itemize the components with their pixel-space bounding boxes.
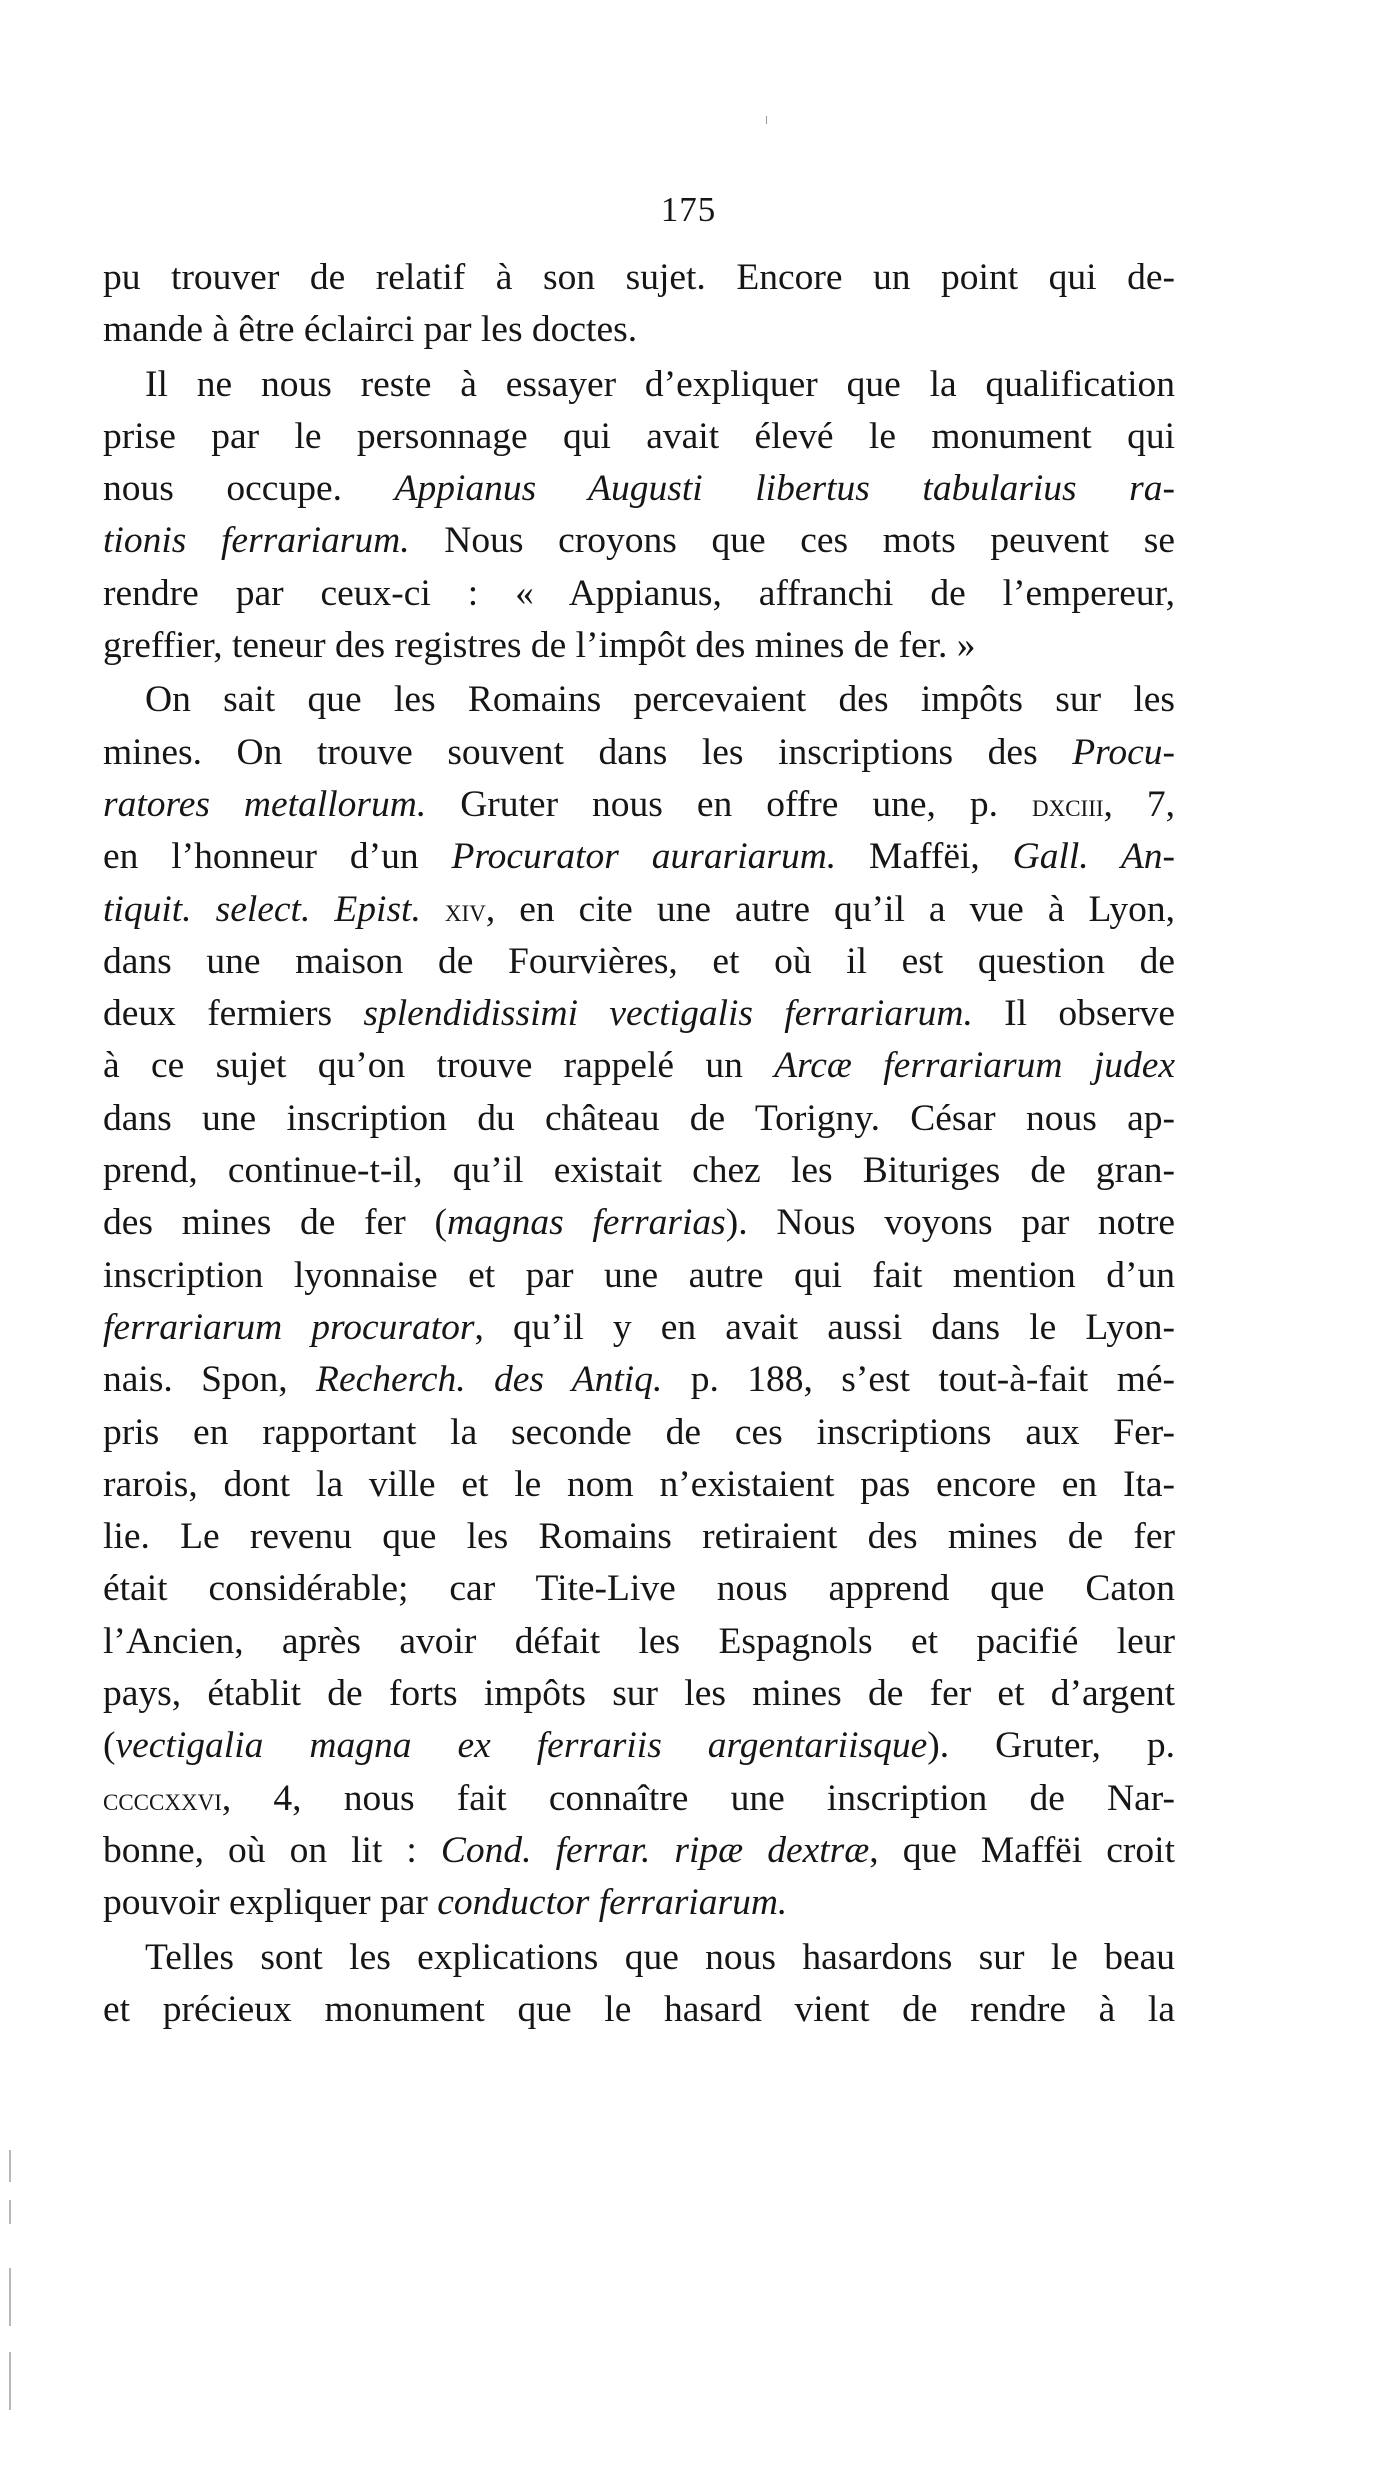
text-segment: était considérable; car Tite-Live nous apprend que Caton [103,1568,1175,1610]
text-segment: Il observe [972,993,1175,1035]
text-segment: et précieux monument que le hasard vient de rendre à la [103,1988,1175,2030]
margin-mark [9,2268,11,2326]
text-segment: pays, établit de forts impôts sur les mines de fer et d’argent [103,1673,1175,1715]
italic-text: Gall. An- [1012,836,1176,878]
roman-numeral: dxciii [1031,786,1104,823]
text-line [103,1145,1175,1197]
text-line [103,831,1175,883]
text-line [103,1302,1175,1354]
margin-mark [9,2200,11,2224]
text-segment: ( [103,1725,116,1767]
text-segment: nais. Spon, [103,1359,317,1401]
text-line [103,463,1175,515]
text-segment: Maffëi, [836,836,1013,878]
text-line [103,515,1175,567]
text-line [103,568,1175,620]
text-segment: prend, continue-t-il, qu’il existait chez les Bituriges de gran- [103,1150,1175,1192]
text-line [103,1197,1175,1249]
text-line [103,620,1175,672]
body-text [103,252,1175,2036]
text-segment: , que Maffëi croit [869,1829,1175,1871]
text-line [103,674,1175,726]
text-segment: ). Gruter, p. [927,1725,1176,1767]
text-segment: à ce sujet qu’on trouve rappelé un [103,1045,775,1087]
text-line [103,1773,1175,1825]
roman-numeral: xiv [444,891,486,928]
italic-text: tiquit. select. Epist. [103,888,421,930]
text-segment: mande à être éclairci par les doctes. [103,309,638,351]
text-segment: p. 188, s’est tout-à-fait mé- [662,1359,1175,1401]
text-line [103,1720,1175,1772]
text-segment: des mines de fer ( [103,1202,447,1244]
text-line [103,1459,1175,1511]
text-segment: , 7, [1103,783,1176,825]
text-line [103,936,1175,988]
text-segment: greffier, teneur des registres de l’impôt des mines de fer. » [103,625,976,667]
text-segment: l’Ancien, après avoir défait les Espagnols et pacifié leur [103,1620,1175,1662]
page-number: 175 [660,190,717,229]
text-segment [421,889,445,930]
italic-text: magnas ferrarias [446,1202,726,1244]
italic-text: Cond. ferrar. ripæ dextræ [440,1829,870,1871]
text-segment: , en cite une autre qu’il a vue à Lyon, [485,888,1175,930]
text-segment: bonne, où on lit : [103,1829,441,1871]
text-line [103,359,1175,411]
italic-text: Procurator aurariarum. [451,836,837,878]
text-line [103,252,1175,304]
text-line [103,988,1175,1040]
text-segment: Gruter nous en offre une, p. [426,783,1032,825]
text-segment: dans une maison de Fourvières, et où il est question de [103,940,1175,982]
text-line [103,1407,1175,1459]
text-line [103,1668,1175,1720]
text-line [103,1984,1175,2036]
italic-text: Arcæ ferrariarum judex [774,1045,1175,1087]
roman-numeral: ccccxxvi [103,1780,222,1817]
text-segment: , 4, nous fait connaître une inscription de Nar- [221,1777,1175,1819]
margin-mark [9,2352,11,2410]
italic-text: Procu- [1072,731,1175,773]
text-segment: rarois, dont la ville et le nom n’existaient pas encore en Ita- [103,1463,1175,1505]
text-segment: en l’honneur d’un [103,836,452,878]
text-line [103,1563,1175,1615]
text-line [103,1511,1175,1563]
italic-text: vectigalia magna ex ferrariis argentariisque [115,1725,928,1767]
text-line [103,1877,1175,1929]
text-segment: Nous croyons que ces mots peuvent se [409,520,1175,562]
text-line [103,1093,1175,1145]
text-segment: dans une inscription du château de Torigny. César nous ap- [103,1097,1175,1139]
italic-text: ferrariarum procurator [103,1306,475,1348]
text-segment: pu trouver de relatif à son sujet. Encore un point qui de- [103,257,1175,298]
text-segment: nous occupe. [103,468,395,510]
text-line [103,1616,1175,1668]
italic-text: Appianus Augusti libertus tabularius ra- [394,468,1175,510]
italic-text: Recherch. des Antiq. [316,1359,663,1401]
italic-text: splendidissimi vectigalis ferrariarum. [363,993,973,1035]
text-line [103,727,1175,779]
italic-text: ratores metallorum. [103,783,427,825]
text-segment: prise par le personnage qui avait élevé le monument qui [103,415,1175,457]
text-line [103,1040,1175,1092]
text-segment: inscription lyonnaise et par une autre qui fait mention d’un [103,1254,1175,1296]
margin-mark [9,2150,11,2182]
text-line [103,1354,1175,1406]
text-segment: rendre par ceux-ci : « Appianus, affranchi de l’empereur, [103,572,1175,614]
text-segment: Il ne nous reste à essayer d’expliquer que la qualification [145,363,1175,405]
text-line [103,411,1175,463]
text-line [103,304,1175,356]
text-segment: On sait que les Romains percevaient des impôts sur les [145,679,1175,721]
text-segment: , qu’il y en avait aussi dans le Lyon- [474,1306,1175,1348]
text-segment: Telles sont les explications que nous hasardons sur le beau [145,1936,1175,1978]
text-line [103,1932,1175,1984]
text-segment: deux fermiers [103,993,364,1035]
text-segment: ). Nous voyons par notre [725,1202,1175,1244]
scan-speck [766,116,767,124]
text-segment: pris en rapportant la seconde de ces inscriptions aux Fer- [103,1411,1175,1453]
text-line [103,1825,1175,1877]
italic-text: conductor ferrariarum. [437,1882,788,1924]
text-segment: mines. On trouve souvent dans les inscriptions des [103,731,1073,773]
text-line [103,779,1175,831]
text-line [103,1250,1175,1302]
text-segment: lie. Le revenu que les Romains retiraient des mines de fer [103,1516,1175,1558]
italic-text: tionis ferrariarum. [103,520,410,562]
text-line [103,884,1175,936]
text-segment: pouvoir expliquer par [103,1882,438,1924]
